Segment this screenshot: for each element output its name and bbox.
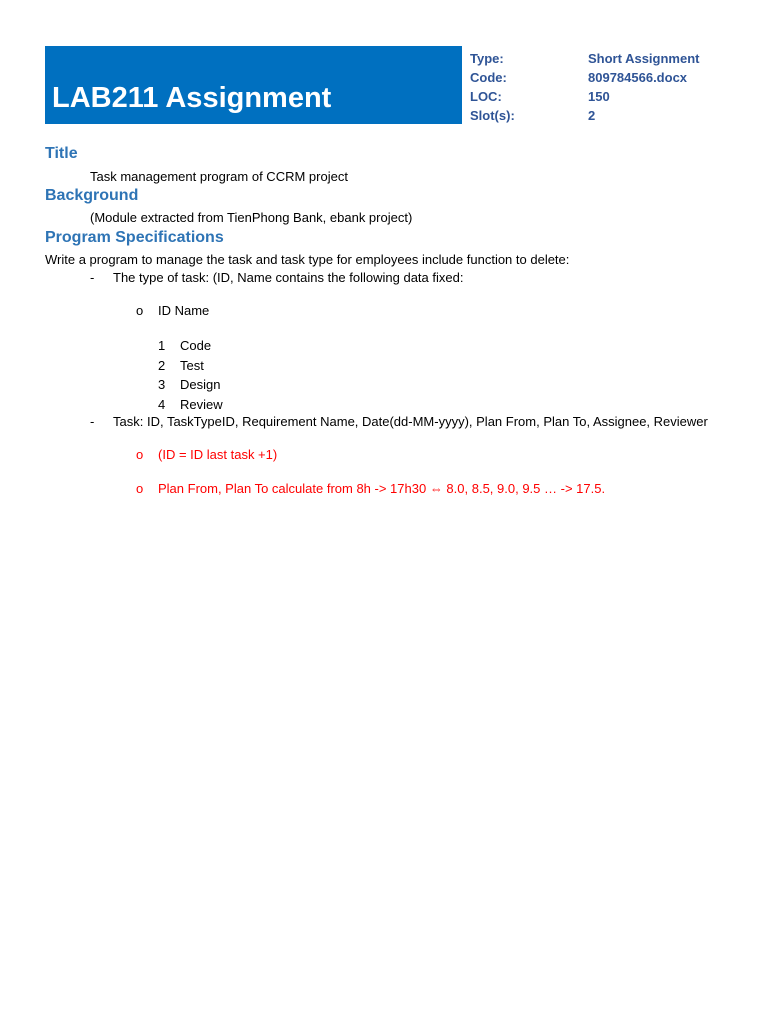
meta-table	[470, 49, 730, 125]
task-type-row	[158, 377, 220, 392]
task-type-id: 2	[158, 358, 166, 373]
spec-item-task: Task: ID, TaskTypeID, Requirement Name, Date(dd-MM-yyyy), Plan From, Plan To, Assignee, Reviewer	[113, 414, 708, 429]
dash-bullet: -	[90, 270, 95, 285]
title-text: Task management program of CCRM project	[90, 169, 348, 184]
task-type-header: ID Name	[158, 303, 210, 318]
section-heading-specs: Program Specifications	[45, 229, 224, 246]
meta-row-type	[470, 49, 730, 68]
task-type-id: 3	[158, 377, 166, 392]
circle-bullet: o	[136, 303, 144, 318]
section-heading-title: Title	[45, 145, 78, 162]
task-type-name: Code	[180, 338, 212, 353]
task-type-row	[158, 358, 204, 373]
specs-intro: Write a program to manage the task and task type for employees include function to delete:	[45, 252, 570, 267]
meta-label: Slot(s):	[470, 108, 515, 123]
spec-item-task-type: The type of task: (ID, Name contains the following data fixed:	[113, 270, 464, 285]
background-text: (Module extracted from TienPhong Bank, ebank project)	[90, 210, 413, 225]
meta-value: 809784566.docx	[588, 70, 688, 85]
task-type-name: Test	[180, 358, 204, 373]
meta-value: 2	[588, 108, 596, 123]
task-type-row	[158, 338, 211, 353]
meta-label: LOC:	[470, 89, 502, 104]
dash-bullet: -	[90, 414, 95, 429]
meta-row-code	[470, 68, 730, 87]
meta-row-loc	[470, 87, 730, 106]
meta-row-slots	[470, 106, 730, 125]
meta-value: Short Assignment	[588, 51, 700, 66]
meta-label: Code:	[470, 70, 507, 85]
task-type-id: 1	[158, 338, 166, 353]
header-banner	[45, 46, 462, 124]
task-type-name: Design	[180, 377, 221, 392]
circle-bullet: o	[136, 481, 144, 496]
meta-label: Type:	[470, 51, 504, 66]
task-type-row	[158, 397, 223, 412]
task-type-name: Review	[180, 397, 223, 412]
note-plan-rule: Plan From, Plan To calculate from 8h -> 17h30 ⇔ 8.0, 8.5, 9.0, 9.5 … -> 17.5.	[158, 481, 606, 496]
circle-bullet: o	[136, 447, 144, 462]
note-id-rule: (ID = ID last task +1)	[158, 447, 278, 462]
section-heading-background: Background	[45, 187, 139, 204]
document-title: LAB211 Assignment	[52, 82, 332, 114]
task-type-id: 4	[158, 397, 166, 412]
meta-value: 150	[588, 89, 610, 104]
